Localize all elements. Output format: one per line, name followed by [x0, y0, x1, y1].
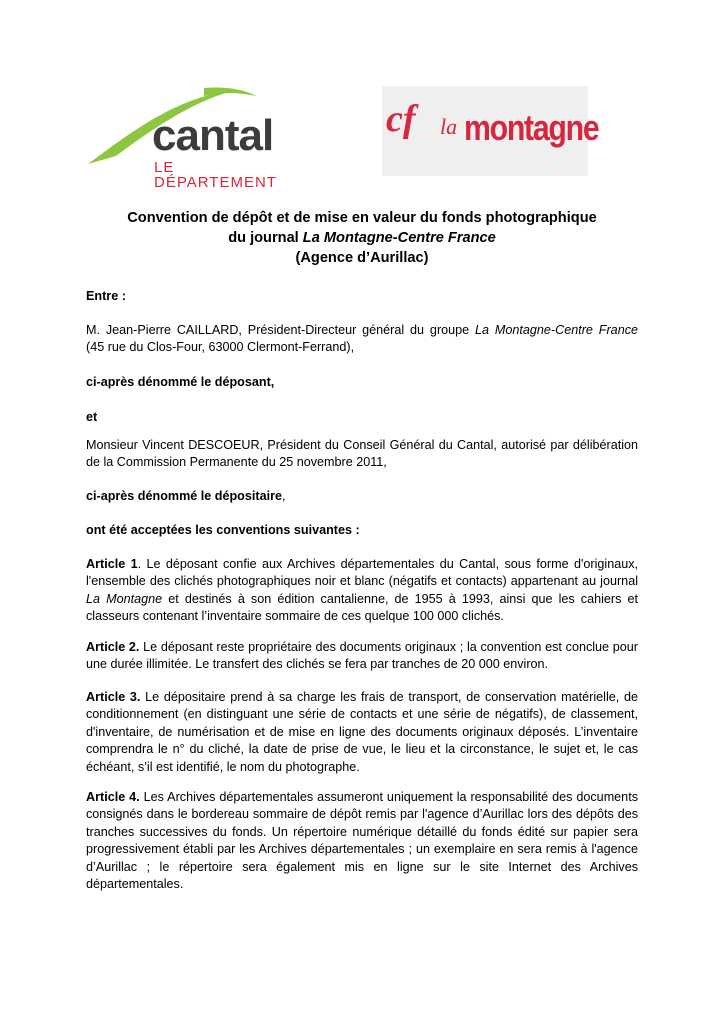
article-3 [86, 689, 638, 776]
cf-monogram: cf [386, 98, 416, 140]
la-montagne-logo [382, 86, 599, 176]
title-line-3: (Agence d’Aurillac) [295, 250, 429, 266]
conventions-heading: ont été acceptées les conventions suivantes : [86, 523, 360, 537]
cantal-wordmark: cantal [152, 111, 274, 160]
document-title [0, 208, 724, 268]
deposant-prefix: M. Jean-Pierre CAILLARD, Président-Directeur général du groupe [86, 323, 476, 337]
article-3-text: Le dépositaire prend à sa charge les frais de transport, de conservation matérielle, de conditionnement (en distinguant une série de contacts et une série de négatifs), de classement, d'inventaire, de numérisation et de mise en ligne des documents originaux déposés. L’inventaire comprendra le n° du cliché, la date de prise de vue, le lieu et la circonstance, le sujet et, le cas échéant, s’il est identifié, le nom du photographe. [86, 690, 638, 774]
cantal-subtitle: LE DÉPARTEMENT [154, 159, 277, 191]
article-1 [86, 556, 638, 626]
depositaire-label-line [86, 488, 638, 505]
depositaire-comma: , [281, 489, 286, 503]
et-label: et [86, 410, 98, 424]
article-2-label: Article 2. [86, 640, 140, 654]
article-1-text-a: . Le déposant confie aux Archives départementales du Cantal, sous forme d'originaux, l'ensemble des clichés photographiques noir et blanc (négatifs et contacts) appartenant au journal [86, 557, 638, 589]
article-1-journal-name: La Montagne [86, 591, 163, 606]
article-3-label: Article 3. [86, 690, 141, 704]
deposant-journal-name: La Montagne-Centre France [475, 323, 638, 337]
cantal-logo [86, 86, 296, 191]
montagne-wordmark: montagne [464, 107, 599, 148]
deposant-paragraph [86, 322, 638, 357]
deposant-label: ci-après dénommé le déposant, [86, 375, 275, 389]
deposant-suffix: (45 rue du Clos-Four, 63000 Clermont-Ferrand), [86, 340, 355, 355]
title-line-2 [0, 228, 724, 248]
depositaire-label: ci-après dénommé le dépositaire [86, 489, 282, 503]
title-journal-name: La Montagne-Centre France [302, 230, 496, 246]
article-2 [86, 639, 638, 674]
article-4-label: Article 4. [86, 790, 140, 804]
title-line-1: Convention de dépôt et de mise en valeur du fonds photographique [127, 210, 597, 226]
article-4 [86, 789, 638, 893]
title-line-2-prefix: du journal [228, 230, 303, 246]
la-prefix: la [440, 114, 458, 139]
article-2-text: Le déposant reste propriétaire des documents originaux ; la convention est conclue pour une durée illimitée. Le transfert des clichés se fera par tranches de 20 000 environ. [86, 640, 638, 672]
article-1-text-b: et destinés à son édition cantalienne, de 1955 à 1993, ainsi que les cahiers et classeurs contenant l’inventaire sommaire de ces quelque 100 000 clichés. [86, 591, 638, 624]
depositaire-paragraph: Monsieur Vincent DESCOEUR, Président du Conseil Général du Cantal, autorisé par délibération de la Commission Permanente du 25 novembre 2011, [86, 438, 638, 470]
article-1-label: Article 1 [86, 557, 138, 571]
entre-heading: Entre : [86, 289, 126, 303]
article-4-text: Les Archives départementales assumeront uniquement la responsabilité des documents consignés dans le bordereau sommaire de dépôt remis par l'agence d’Aurillac lors des dépôts des tranches successives du fonds. Un répertoire numérique détaillé du fonds édité sur papier sera progressivement établi par les Archives départementales ; un exemplaire en sera remis à l'agence d’Aurillac ; le répertoire sera également mis en ligne sur le site Internet des Archives départementales. [86, 790, 638, 892]
